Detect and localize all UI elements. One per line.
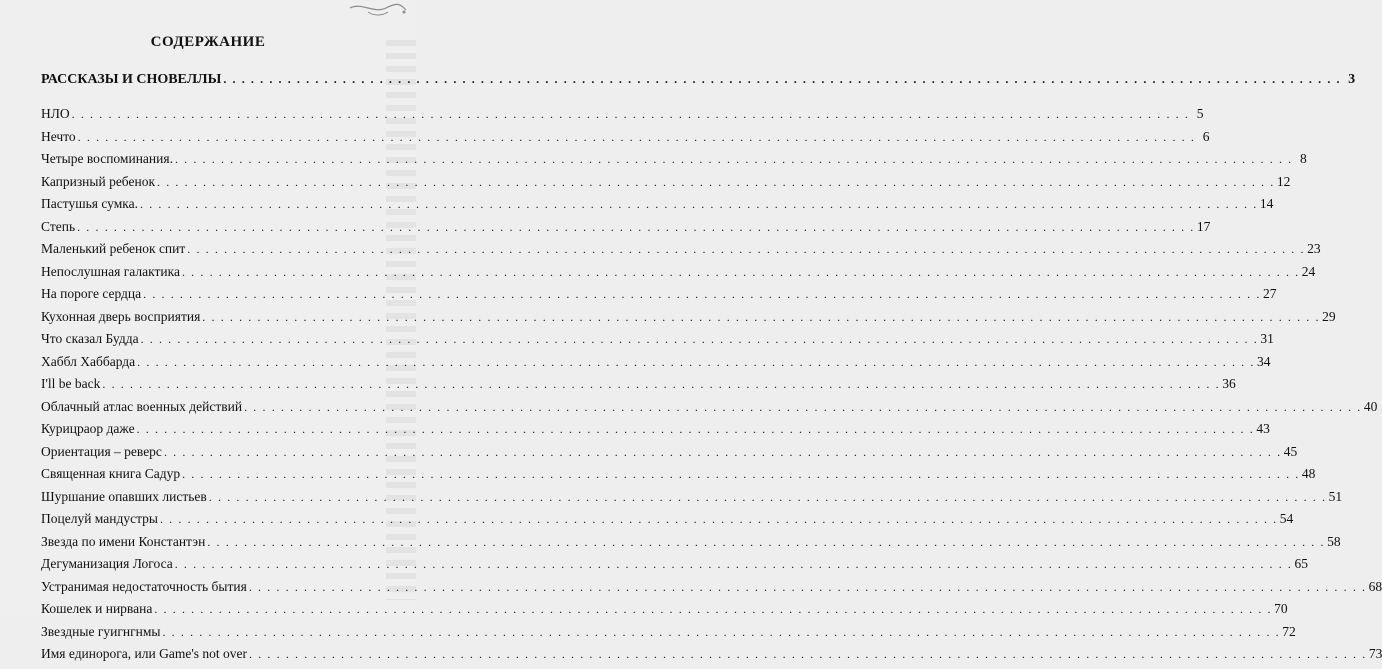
toc-entry-page-number: 45 <box>1283 443 1298 459</box>
toc-entry[interactable] <box>41 128 1210 152</box>
leader-dots <box>175 557 1293 572</box>
toc-entry-label: Звезда по имени Константэн <box>41 533 206 549</box>
toc-entry[interactable] <box>41 601 1288 624</box>
leader-dots <box>164 445 1282 460</box>
toc-entry[interactable] <box>41 308 1336 332</box>
toc-entry[interactable] <box>41 533 1341 557</box>
toc-entry-page-number: 54 <box>1279 511 1294 526</box>
leader-dots <box>209 490 1327 505</box>
toc-entry[interactable] <box>41 286 1277 309</box>
toc-entry-page-number: 43 <box>1256 421 1270 436</box>
toc-entry-page-number: 6 <box>1202 128 1210 144</box>
toc-entry-label: Кухонная дверь восприятия <box>41 308 201 324</box>
leader-dots <box>182 265 1300 280</box>
toc-entry-page-number: 51 <box>1328 488 1343 504</box>
toc-entry-page-number: 29 <box>1322 308 1336 324</box>
toc-entry-label: Курицраор даже <box>41 421 135 436</box>
toc-entry-page-number: 12 <box>1276 173 1291 189</box>
page-title: СОДЕРЖАНИЕ <box>150 34 266 50</box>
leader-dots <box>249 580 1367 595</box>
leader-dots <box>162 625 1280 640</box>
toc-entry-label: Степь <box>41 218 76 234</box>
toc-entry-page-number: 40 <box>1363 398 1378 414</box>
toc-entry[interactable] <box>41 623 1296 647</box>
toc-entry-label: Пастушья сумка. <box>41 196 138 211</box>
section-label: РАССКАЗЫ И СНОВЕЛЛЫ <box>41 72 222 87</box>
toc-entry[interactable] <box>41 353 1271 377</box>
toc-entry-page-number: 36 <box>1222 376 1236 391</box>
toc-entry[interactable] <box>41 263 1316 287</box>
toc-entry-label: Облачный атлас военных действий <box>41 398 243 414</box>
toc-entry-page-number: 70 <box>1274 601 1288 616</box>
toc-entry-page-number: 68 <box>1368 578 1382 594</box>
toc-entry-label: Что сказал Будда <box>41 331 139 346</box>
leader-dots <box>244 400 1362 415</box>
toc-entry-label: Четыре воспоминания. <box>41 151 173 166</box>
toc-entry[interactable] <box>41 421 1270 444</box>
toc-entry-label: Хаббл Хаббарда <box>41 353 136 369</box>
toc-entry[interactable] <box>41 376 1236 399</box>
leader-dots <box>140 197 1258 212</box>
toc-entry-label: Звездные гуигнгнмы <box>41 623 161 639</box>
leader-dots <box>137 355 1255 370</box>
leader-dots <box>249 647 1367 662</box>
toc-entry[interactable] <box>41 443 1298 467</box>
toc-entry-label: Ориентация – реверс <box>41 443 162 459</box>
toc-entry-page-number: 23 <box>1307 241 1321 256</box>
toc-entry[interactable] <box>41 398 1378 422</box>
leader-dots <box>202 310 1320 325</box>
toc-entry-page-number: 58 <box>1327 533 1341 549</box>
leader-dots <box>160 512 1278 527</box>
leader-dots <box>137 422 1255 437</box>
toc-entry-label: I'll be back <box>41 376 101 391</box>
toc-entry[interactable] <box>41 488 1343 512</box>
leader-dots <box>78 130 1196 145</box>
toc-entry-label: Кошелек и нирвана <box>41 601 153 616</box>
toc-entry-page-number: 48 <box>1301 466 1316 481</box>
toc-entry-page-number: 27 <box>1262 286 1277 301</box>
toc-entry[interactable] <box>41 241 1321 264</box>
toc-entry-page-number: 14 <box>1259 196 1274 211</box>
toc-entry-label: Непослушная галактика <box>41 263 180 279</box>
toc-entry[interactable] <box>41 173 1291 197</box>
table-of-contents <box>41 106 1382 669</box>
leader-dots <box>187 242 1305 257</box>
toc-entry[interactable] <box>41 466 1316 489</box>
leader-dots <box>207 535 1325 550</box>
leader-dots <box>102 377 1220 392</box>
leader-dots <box>72 107 1190 122</box>
toc-entry-page-number: 24 <box>1301 263 1316 279</box>
toc-entry[interactable] <box>41 196 1274 219</box>
leader-dots <box>143 287 1261 302</box>
toc-entry-label: Священная книга Садур <box>41 466 181 481</box>
leader-dots <box>175 152 1293 167</box>
toc-entry-label: Поцелуй мандустры <box>41 511 158 526</box>
leader-dots <box>141 332 1259 347</box>
toc-entry[interactable] <box>41 511 1294 534</box>
toc-entry-label: Капризный ребенок <box>41 173 156 189</box>
toc-entry[interactable] <box>41 556 1309 579</box>
toc-entry[interactable] <box>41 218 1211 242</box>
toc-entry-label: Нечто <box>41 128 76 144</box>
toc-section-heading[interactable] <box>41 72 1356 88</box>
toc-entry[interactable] <box>41 331 1274 354</box>
leader-dots <box>223 72 1341 87</box>
toc-entry-label: На пороге сердца <box>41 286 142 301</box>
toc-entry-page-number: 5 <box>1196 106 1204 121</box>
toc-entry-page-number: 73 <box>1368 646 1382 661</box>
toc-entry-page-number: 72 <box>1282 623 1296 639</box>
toc-entry-page-number: 34 <box>1256 353 1271 369</box>
toc-entry-page-number: 65 <box>1294 556 1309 571</box>
leader-dots <box>182 467 1300 482</box>
toc-entry-label: Маленький ребенок спит <box>41 241 186 256</box>
section-page-number: 3 <box>1348 72 1356 87</box>
toc-entry-label: Шуршание опавших листьев <box>41 488 207 504</box>
toc-entry-label: НЛО <box>41 106 70 121</box>
toc-entry[interactable] <box>41 106 1204 129</box>
toc-entry[interactable] <box>41 646 1382 669</box>
leader-dots <box>77 220 1195 235</box>
ornament-flourish-icon <box>348 0 408 18</box>
toc-entry-page-number: 31 <box>1260 331 1274 346</box>
toc-entry-label: Имя единорога, или Game's not over <box>41 646 248 661</box>
toc-entry-page-number: 17 <box>1196 218 1211 234</box>
toc-entry-page-number: 8 <box>1300 151 1307 166</box>
toc-entry-label: Дегуманизация Логоса <box>41 556 173 571</box>
leader-dots <box>157 175 1275 190</box>
toc-entry[interactable] <box>41 578 1382 602</box>
toc-entry-label: Устранимая недостаточность бытия <box>41 578 247 594</box>
leader-dots <box>154 602 1272 617</box>
toc-entry[interactable] <box>41 151 1307 174</box>
